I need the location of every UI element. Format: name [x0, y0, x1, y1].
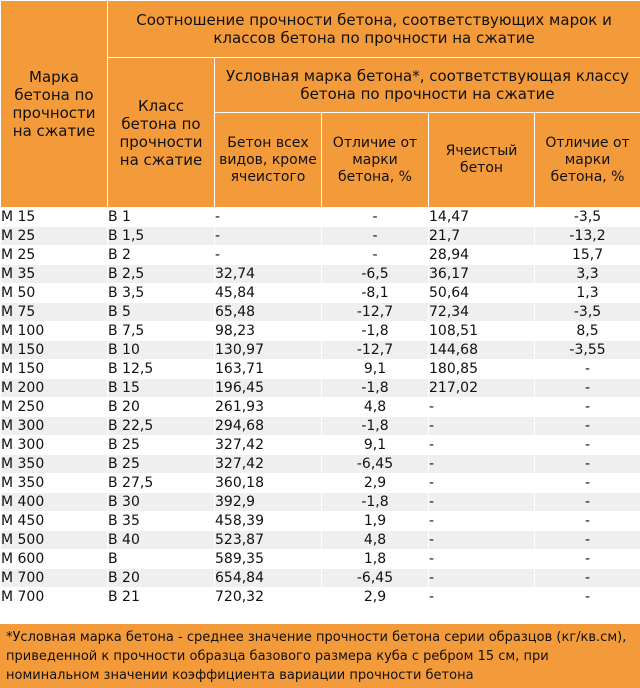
cell-all-types: -	[215, 227, 322, 246]
cell-cellular: 72,34	[429, 303, 535, 322]
cell-grade: М 700	[1, 569, 108, 588]
table-row	[1, 265, 640, 284]
header-diff-1: Отличие от марки бетона, %	[322, 113, 429, 208]
cell-class: В 1,5	[108, 227, 215, 246]
table-row	[1, 531, 640, 550]
cell-grade: М 35	[1, 265, 108, 284]
cell-diff-1: -	[322, 246, 429, 265]
cell-cellular: -	[429, 569, 535, 588]
cell-grade: М 250	[1, 398, 108, 417]
cell-diff-1: -1,8	[322, 322, 429, 341]
cell-cellular: -	[429, 398, 535, 417]
cell-diff-2: -13,2	[535, 227, 640, 246]
cell-all-types: 196,45	[215, 379, 322, 398]
cell-all-types: 294,68	[215, 417, 322, 436]
cell-diff-2: -	[535, 531, 640, 550]
cell-cellular: -	[429, 531, 535, 550]
cell-diff-2: -	[535, 455, 640, 474]
header-diff-2: Отличие от марки бетона, %	[535, 113, 640, 208]
cell-diff-1: 2,9	[322, 474, 429, 493]
cell-grade: М 200	[1, 379, 108, 398]
cell-grade: М 50	[1, 284, 108, 303]
cell-diff-1: -1,8	[322, 493, 429, 512]
table-row	[1, 474, 640, 493]
cell-all-types: -	[215, 208, 322, 227]
cell-class: В 1	[108, 208, 215, 227]
table-row	[1, 550, 640, 569]
cell-diff-1: -12,7	[322, 341, 429, 360]
cell-cellular: 50,64	[429, 284, 535, 303]
cell-class: В 30	[108, 493, 215, 512]
table-row	[1, 322, 640, 341]
table-row	[1, 227, 640, 246]
cell-class: В 21	[108, 588, 215, 607]
cell-diff-1: 1,9	[322, 512, 429, 531]
table-row	[1, 341, 640, 360]
cell-diff-2: 3,3	[535, 265, 640, 284]
cell-grade: М 300	[1, 417, 108, 436]
cell-cellular: -	[429, 474, 535, 493]
table-row	[1, 512, 640, 531]
cell-diff-2: 1,3	[535, 284, 640, 303]
cell-cellular: -	[429, 436, 535, 455]
cell-all-types: 327,42	[215, 436, 322, 455]
cell-diff-2: -	[535, 550, 640, 569]
cell-class: В 3,5	[108, 284, 215, 303]
cell-grade: М 100	[1, 322, 108, 341]
cell-class: В 2,5	[108, 265, 215, 284]
cell-all-types: 327,42	[215, 455, 322, 474]
cell-diff-1: -1,8	[322, 379, 429, 398]
cell-cellular: 28,94	[429, 246, 535, 265]
cell-class: В 5	[108, 303, 215, 322]
table-row	[1, 417, 640, 436]
cell-cellular: 217,02	[429, 379, 535, 398]
header-ratio-title: Соотношение прочности бетона, соответствующих марок и классов бетона по прочности на сжатие	[108, 1, 640, 58]
cell-all-types: 360,18	[215, 474, 322, 493]
cell-diff-1: -8,1	[322, 284, 429, 303]
cell-all-types: 654,84	[215, 569, 322, 588]
cell-grade: М 350	[1, 474, 108, 493]
cell-all-types: 392,9	[215, 493, 322, 512]
cell-all-types: 720,32	[215, 588, 322, 607]
cell-diff-1: 4,8	[322, 398, 429, 417]
cell-diff-1: -	[322, 227, 429, 246]
table-row	[1, 569, 640, 588]
cell-class: В	[108, 550, 215, 569]
cell-cellular: -	[429, 550, 535, 569]
cell-grade: М 600	[1, 550, 108, 569]
table-body	[1, 208, 640, 607]
header-grade: Марка бетона по прочности на сжатие	[1, 1, 108, 208]
cell-cellular: 21,7	[429, 227, 535, 246]
cell-cellular: -	[429, 512, 535, 531]
cell-diff-2: -	[535, 379, 640, 398]
table-row	[1, 455, 640, 474]
cell-diff-2: -	[535, 569, 640, 588]
table-row	[1, 284, 640, 303]
cell-diff-1: 9,1	[322, 436, 429, 455]
cell-diff-1: -	[322, 208, 429, 227]
cell-diff-2: -	[535, 474, 640, 493]
cell-all-types: 98,23	[215, 322, 322, 341]
cell-all-types: 65,48	[215, 303, 322, 322]
cell-diff-2: -3,5	[535, 208, 640, 227]
cell-grade: М 700	[1, 588, 108, 607]
cell-diff-2: 15,7	[535, 246, 640, 265]
cell-cellular: -	[429, 588, 535, 607]
cell-diff-1: 1,8	[322, 550, 429, 569]
cell-grade: М 400	[1, 493, 108, 512]
table-row	[1, 398, 640, 417]
cell-class: В 27,5	[108, 474, 215, 493]
cell-diff-2: -	[535, 398, 640, 417]
header-all-types: Бетон всех видов, кроме ячеистого	[215, 113, 322, 208]
header-cellular: Ячеистый бетон	[429, 113, 535, 208]
cell-cellular: 108,51	[429, 322, 535, 341]
cell-grade: М 450	[1, 512, 108, 531]
cell-diff-2: -3,5	[535, 303, 640, 322]
cell-all-types: 45,84	[215, 284, 322, 303]
cell-class: В 40	[108, 531, 215, 550]
cell-diff-2: -	[535, 512, 640, 531]
cell-grade: М 75	[1, 303, 108, 322]
cell-all-types: 261,93	[215, 398, 322, 417]
cell-grade: М 300	[1, 436, 108, 455]
cell-class: В 25	[108, 436, 215, 455]
cell-grade: М 25	[1, 227, 108, 246]
cell-diff-1: -12,7	[322, 303, 429, 322]
cell-all-types: 589,35	[215, 550, 322, 569]
cell-diff-2: -	[535, 588, 640, 607]
cell-class: В 35	[108, 512, 215, 531]
table-row	[1, 493, 640, 512]
cell-diff-2: -	[535, 493, 640, 512]
header-conditional-title: Условная марка бетона*, соответствующая классу бетона по прочности на сжатие	[215, 58, 640, 113]
table-row	[1, 246, 640, 265]
cell-cellular: -	[429, 417, 535, 436]
cell-all-types: 130,97	[215, 341, 322, 360]
cell-diff-1: -6,45	[322, 569, 429, 588]
cell-cellular: -	[429, 493, 535, 512]
cell-diff-1: 2,9	[322, 588, 429, 607]
cell-class: В 10	[108, 341, 215, 360]
cell-cellular: 144,68	[429, 341, 535, 360]
cell-class: В 12,5	[108, 360, 215, 379]
footnote: *Условная марка бетона - среднее значение прочности бетона серии образцов (кг/кв.см), приведенной к прочности образца базового размера куба с ребром 15 см, при номинальном значении коэффициента вариации прочности бетона	[0, 624, 640, 688]
cell-all-types: 458,39	[215, 512, 322, 531]
table-row	[1, 360, 640, 379]
cell-diff-1: -1,8	[322, 417, 429, 436]
cell-diff-1: -6,45	[322, 455, 429, 474]
table-row	[1, 588, 640, 607]
header-class: Класс бетона по прочности на сжатие	[108, 58, 215, 208]
table-row	[1, 379, 640, 398]
cell-diff-2: -3,55	[535, 341, 640, 360]
cell-class: В 25	[108, 455, 215, 474]
cell-grade: М 150	[1, 360, 108, 379]
cell-cellular: 14,47	[429, 208, 535, 227]
cell-cellular: -	[429, 455, 535, 474]
table-row	[1, 436, 640, 455]
cell-diff-1: 9,1	[322, 360, 429, 379]
cell-class: В 2	[108, 246, 215, 265]
cell-grade: М 500	[1, 531, 108, 550]
cell-diff-1: 4,8	[322, 531, 429, 550]
cell-cellular: 180,85	[429, 360, 535, 379]
cell-class: В 7,5	[108, 322, 215, 341]
cell-diff-1: -6,5	[322, 265, 429, 284]
cell-grade: М 15	[1, 208, 108, 227]
cell-diff-2: -	[535, 436, 640, 455]
table-row	[1, 303, 640, 322]
cell-diff-2: 8,5	[535, 322, 640, 341]
cell-diff-2: -	[535, 417, 640, 436]
cell-class: В 20	[108, 398, 215, 417]
cell-cellular: 36,17	[429, 265, 535, 284]
cell-class: В 20	[108, 569, 215, 588]
cell-all-types: 163,71	[215, 360, 322, 379]
cell-all-types: 523,87	[215, 531, 322, 550]
cell-class: В 15	[108, 379, 215, 398]
cell-diff-2: -	[535, 360, 640, 379]
cell-all-types: -	[215, 246, 322, 265]
cell-all-types: 32,74	[215, 265, 322, 284]
cell-class: В 22,5	[108, 417, 215, 436]
cell-grade: М 350	[1, 455, 108, 474]
cell-grade: М 150	[1, 341, 108, 360]
table-row	[1, 208, 640, 227]
cell-grade: М 25	[1, 246, 108, 265]
